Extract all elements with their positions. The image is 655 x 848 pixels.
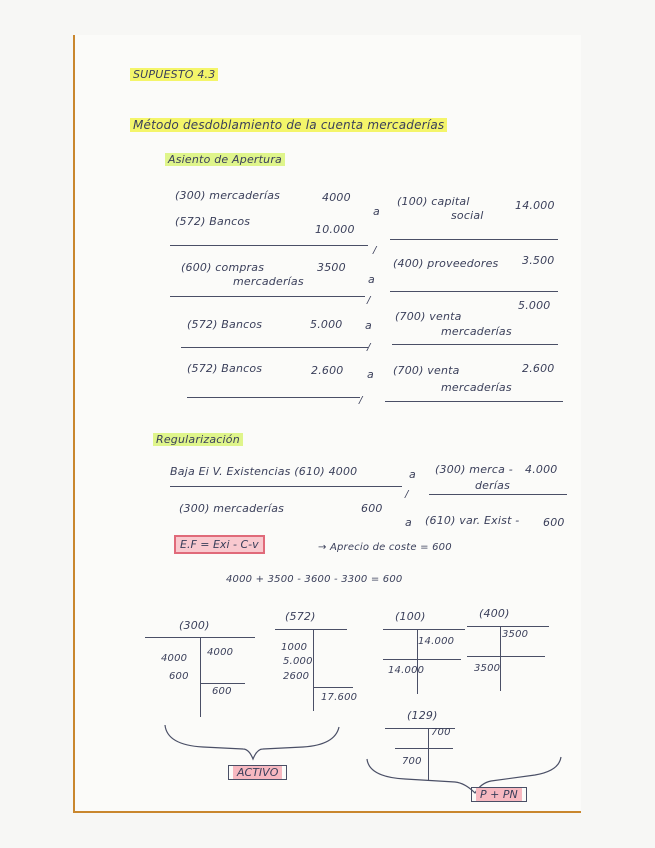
venta1-left-amount: 5.000	[310, 318, 343, 331]
apertura-right1b: social	[451, 209, 484, 222]
regularizacion-row2-amount: 600	[361, 502, 383, 515]
venta1-a: a	[365, 319, 372, 332]
t572-credit-1: 17.600	[321, 692, 358, 703]
regularizacion-row2-left: (300) mercaderías	[179, 502, 285, 515]
regularizacion-row1-rightb: derías	[475, 479, 511, 492]
t572-debit-2: 5.000	[283, 656, 313, 667]
venta2-rightb: mercaderías	[441, 381, 512, 394]
compras-left-amount: 3500	[317, 261, 346, 274]
activo-label	[228, 765, 287, 780]
t129-mid-rule	[395, 748, 453, 749]
apertura-left-rule	[170, 245, 368, 246]
t572-credit-rule	[313, 687, 353, 688]
t300-credit-1: 4000	[207, 647, 234, 658]
t572-top-rule	[275, 629, 347, 630]
venta1-right: (700) venta	[395, 310, 462, 323]
slash-2: /	[367, 295, 371, 306]
t100-debit-1: 14.000	[388, 665, 425, 676]
venta2-left: (572) Bancos	[187, 362, 263, 375]
t300-debit-2: 600	[169, 671, 189, 682]
t400-divider	[500, 626, 501, 691]
notebook-page	[73, 35, 581, 813]
t300-debit-1: 4000	[161, 653, 188, 664]
activo-text: ACTIVO	[233, 766, 282, 779]
venta1-rightb: mercaderías	[441, 325, 512, 338]
venta2-left-rule	[187, 397, 360, 398]
slash-1: /	[373, 245, 377, 256]
venta2-right: (700) venta	[393, 364, 460, 377]
t572-debit-3: 2600	[283, 671, 310, 682]
page-subtitle: Método desdoblamiento de la cuenta mercaderías	[130, 118, 447, 132]
venta2-right-rule	[385, 401, 563, 402]
regularizacion-row1-right: (300) merca -	[435, 463, 513, 476]
apertura-title: Asiento de Apertura	[165, 153, 285, 166]
t100-title: (100)	[395, 610, 426, 623]
t400-top-rule	[467, 626, 549, 627]
venta2-right-amount: 2.600	[522, 362, 555, 375]
compras-leftb: mercaderías	[233, 275, 304, 288]
regularizacion-left-rule	[170, 486, 402, 487]
venta1-right-rule	[392, 344, 558, 345]
apertura-right1-amount: 14.000	[515, 199, 555, 212]
t100-credit-1: 14.000	[418, 636, 455, 647]
t129-credit-1: 700	[431, 727, 451, 738]
slash-3: /	[367, 342, 371, 353]
t572-title: (572)	[285, 610, 316, 623]
t400-title: (400)	[479, 607, 510, 620]
regularizacion-row1-a: a	[409, 468, 416, 481]
regularizacion-row2-right-amount: 600	[543, 516, 565, 529]
t300-title: (300)	[179, 619, 210, 632]
t100-mid-rule	[383, 659, 461, 660]
t572-debit-1: 1000	[281, 642, 308, 653]
page-heading: SUPUESTO 4.3	[130, 68, 218, 81]
regularizacion-row1-left: Baja Ei V. Existencias (610) 4000	[170, 465, 358, 478]
regularizacion-row1-amount: 4.000	[525, 463, 558, 476]
formula-box: E.F = Exi - C-v	[174, 535, 265, 554]
t129-debit-1: 700	[402, 756, 422, 767]
compras-right: (400) proveedores	[393, 257, 499, 270]
compras-right-rule	[390, 291, 558, 292]
venta2-left-amount: 2.600	[311, 364, 344, 377]
ppn-text: P + PN	[476, 788, 522, 801]
formula-note: → Aprecio de coste = 600	[318, 542, 452, 553]
venta1-left-rule	[181, 347, 368, 348]
compras-left: (600) compras	[181, 261, 265, 274]
regularizacion-title: Regularización	[153, 433, 243, 446]
apertura-right1: (100) capital	[397, 195, 470, 208]
t300-divider	[200, 637, 201, 717]
ppn-brace	[365, 755, 565, 795]
t300-credit-rule	[200, 683, 245, 684]
t129-title: (129)	[407, 709, 438, 722]
compras-left-rule	[170, 296, 365, 297]
t300-credit-2: 600	[212, 686, 232, 697]
t400-debit-1: 3500	[474, 663, 501, 674]
apertura-left2-amount: 10.000	[315, 223, 355, 236]
venta2-a: a	[367, 368, 374, 381]
ppn-label	[471, 787, 527, 802]
regularizacion-row2-right: (610) var. Exist -	[425, 514, 520, 527]
venta1-left: (572) Bancos	[187, 318, 263, 331]
t400-credit-1: 3500	[502, 629, 529, 640]
compras-right-amount: 3.500	[522, 254, 555, 267]
t572-divider	[313, 629, 314, 711]
calc-line: 4000 + 3500 - 3600 - 3300 = 600	[226, 574, 403, 585]
activo-brace	[163, 723, 343, 763]
apertura-left1: (300) mercaderías	[175, 189, 281, 202]
apertura-a: a	[373, 205, 380, 218]
regularizacion-row2-a: a	[405, 516, 412, 529]
compras-a: a	[368, 273, 375, 286]
t400-mid-rule	[467, 656, 545, 657]
slash-5: /	[405, 489, 409, 500]
apertura-left2: (572) Bancos	[175, 215, 251, 228]
t100-top-rule	[383, 629, 465, 630]
venta1-right-amount: 5.000	[518, 299, 551, 312]
slash-4: /	[359, 395, 363, 406]
apertura-left1-amount: 4000	[322, 191, 351, 204]
regularizacion-right-rule	[429, 494, 567, 495]
apertura-right-rule	[390, 239, 558, 240]
